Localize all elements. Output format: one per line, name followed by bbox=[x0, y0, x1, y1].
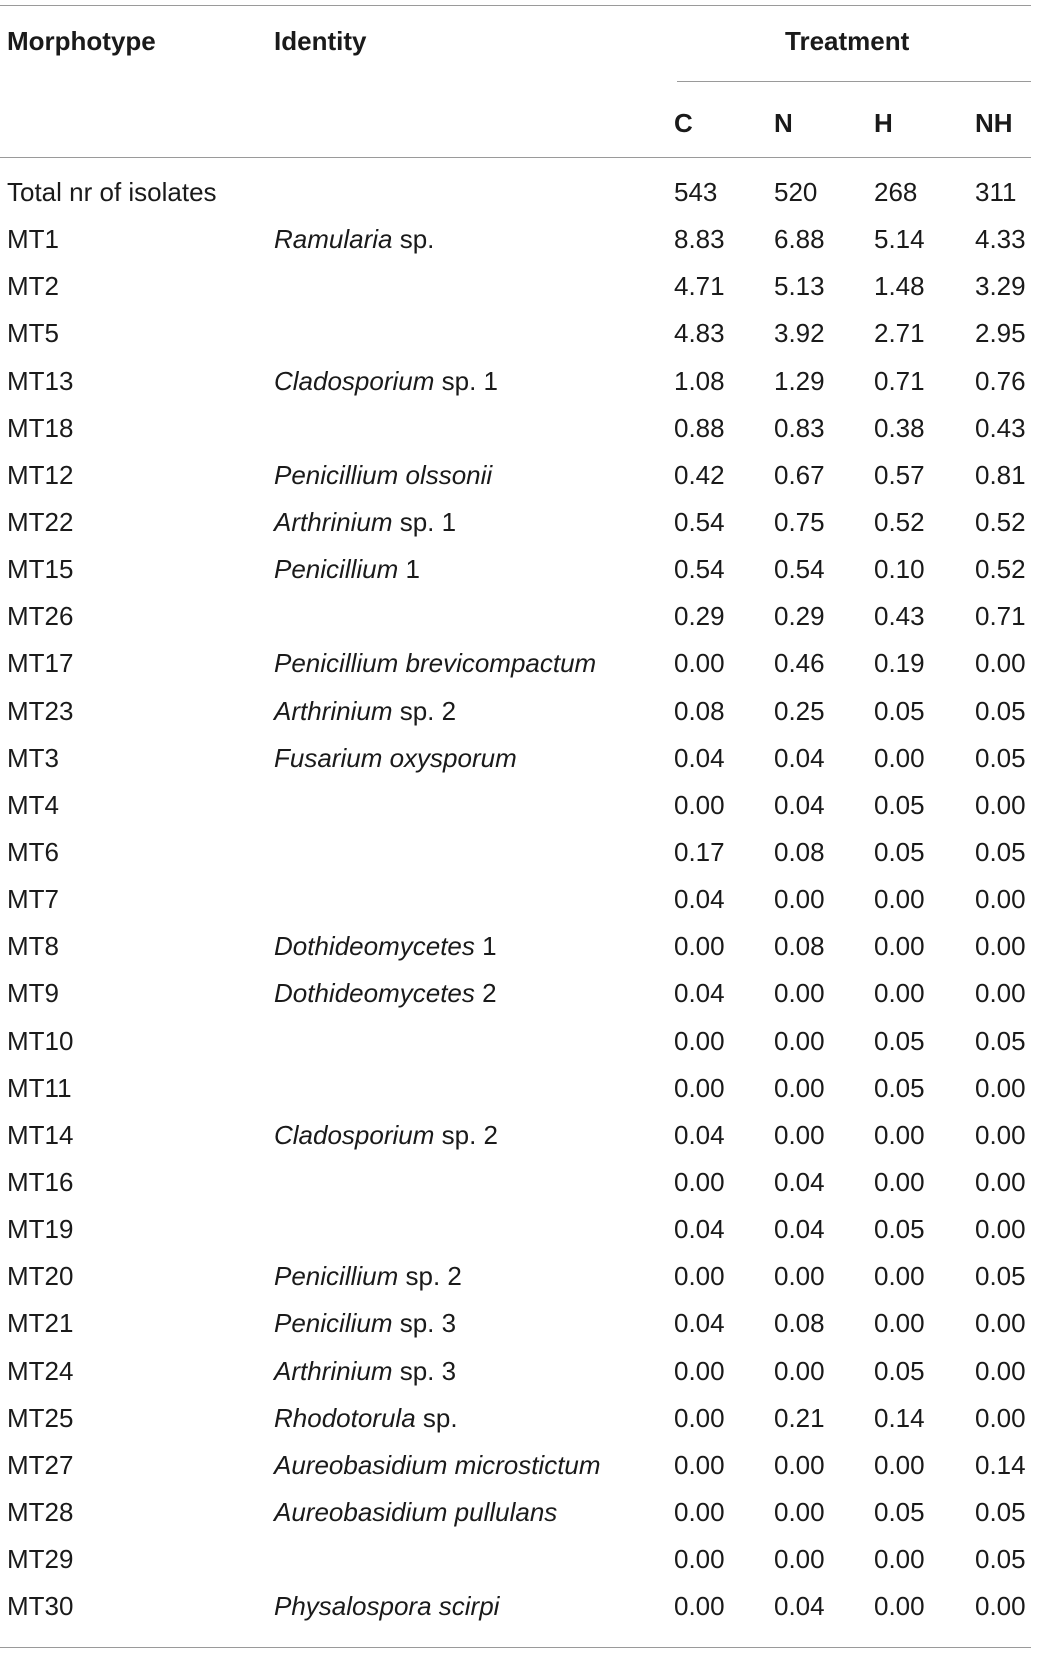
value-cell-n: 0.00 bbox=[774, 1496, 825, 1527]
table-row bbox=[0, 1253, 1040, 1300]
table-row bbox=[0, 1206, 1040, 1253]
value-cell-c: 0.04 bbox=[674, 1308, 725, 1339]
value-cell-h: 0.52 bbox=[874, 506, 925, 537]
morphotype-cell: MT7 bbox=[7, 884, 59, 915]
identity-plain: sp. 2 bbox=[398, 1261, 462, 1292]
value-cell-h: 0.00 bbox=[874, 1166, 925, 1197]
value-cell-nh: 0.00 bbox=[975, 1214, 1026, 1245]
value-cell-h: 0.00 bbox=[874, 742, 925, 773]
table-row bbox=[0, 593, 1040, 640]
table-row bbox=[0, 876, 1040, 923]
treatment-subheader-rule bbox=[677, 81, 1031, 82]
value-cell-n: 3.92 bbox=[774, 318, 825, 349]
value-cell-n: 0.04 bbox=[774, 1166, 825, 1197]
value-cell-nh: 0.05 bbox=[975, 695, 1026, 726]
value-cell-n: 0.25 bbox=[774, 695, 825, 726]
identity-plain: 2 bbox=[474, 978, 497, 1009]
value-cell-nh: 0.81 bbox=[975, 459, 1026, 490]
header-morphotype: Morphotype bbox=[7, 26, 156, 56]
table-row bbox=[0, 1018, 1040, 1065]
value-cell-h: 0.38 bbox=[874, 412, 925, 443]
value-cell-nh: 0.14 bbox=[975, 1449, 1026, 1480]
value-cell-c: 1.08 bbox=[674, 365, 725, 396]
value-cell-nh: 0.05 bbox=[975, 1025, 1026, 1056]
value-cell-c: 0.04 bbox=[674, 884, 725, 915]
table-row bbox=[0, 1442, 1040, 1489]
value-cell-n: 0.00 bbox=[774, 884, 825, 915]
value-cell-nh: 0.00 bbox=[975, 978, 1026, 1009]
identity-cell bbox=[274, 364, 498, 398]
value-cell-nh: 0.05 bbox=[975, 1261, 1026, 1292]
header-col-nh: NH bbox=[975, 108, 1013, 138]
value-cell-c: 0.00 bbox=[674, 1355, 725, 1386]
morphotype-cell: MT25 bbox=[7, 1402, 74, 1433]
identity-italic: Cladosporium bbox=[274, 365, 435, 396]
value-cell-h: 0.10 bbox=[874, 554, 925, 585]
value-cell-c: 0.54 bbox=[674, 554, 725, 585]
identity-italic: Penicillium brevicompactum bbox=[274, 648, 597, 679]
value-cell-c: 0.00 bbox=[674, 1496, 725, 1527]
value-cell-c: 0.29 bbox=[674, 601, 725, 632]
table-row bbox=[0, 1065, 1040, 1112]
morphotype-cell: MT11 bbox=[7, 1072, 72, 1103]
identity-italic: Ramularia bbox=[274, 224, 393, 255]
value-cell-nh: 0.00 bbox=[975, 1166, 1026, 1197]
table-row bbox=[0, 923, 1040, 970]
value-cell-c: 8.83 bbox=[674, 224, 725, 255]
value-cell-nh: 2.95 bbox=[975, 318, 1026, 349]
table-row bbox=[0, 1395, 1040, 1442]
identity-italic: Arthrinium bbox=[274, 506, 393, 537]
value-cell-n: 0.08 bbox=[774, 1308, 825, 1339]
value-cell-nh: 0.05 bbox=[975, 1544, 1026, 1575]
header-col-n: N bbox=[774, 108, 793, 138]
table-bottom-rule bbox=[0, 1647, 1031, 1648]
value-cell-n: 0.08 bbox=[774, 931, 825, 962]
morphotype-cell: MT19 bbox=[7, 1214, 74, 1245]
morphotype-cell: MT4 bbox=[7, 789, 59, 820]
value-cell-h: 0.00 bbox=[874, 1544, 925, 1575]
value-cell-c: 0.17 bbox=[674, 836, 725, 867]
morphotype-cell: MT6 bbox=[7, 836, 59, 867]
identity-plain: 1 bbox=[398, 554, 420, 585]
value-cell-c: 0.04 bbox=[674, 978, 725, 1009]
morphotype-cell: MT1 bbox=[7, 224, 59, 255]
identity-cell bbox=[274, 552, 420, 586]
morphotype-cell: MT29 bbox=[7, 1544, 74, 1575]
identity-italic: Dothideomycetes bbox=[274, 978, 475, 1009]
table-row bbox=[0, 782, 1040, 829]
value-cell-c: 0.54 bbox=[674, 506, 725, 537]
table-row bbox=[0, 169, 1040, 216]
value-cell-n: 0.29 bbox=[774, 601, 825, 632]
value-cell-nh: 0.00 bbox=[975, 789, 1026, 820]
value-cell-nh: 0.00 bbox=[975, 884, 1026, 915]
identity-plain: sp. 1 bbox=[392, 506, 457, 537]
value-cell-h: 2.71 bbox=[874, 318, 925, 349]
identity-italic: Arthrinium bbox=[274, 1355, 393, 1386]
value-cell-n: 0.21 bbox=[774, 1402, 825, 1433]
value-cell-h: 0.14 bbox=[874, 1402, 925, 1433]
table-row bbox=[0, 310, 1040, 357]
value-cell-nh: 0.00 bbox=[975, 1072, 1026, 1103]
value-cell-n: 0.00 bbox=[774, 1355, 825, 1386]
value-cell-n: 0.04 bbox=[774, 1214, 825, 1245]
identity-italic: Penicillium olssonii bbox=[274, 459, 493, 490]
morphotype-cell: MT16 bbox=[7, 1166, 74, 1197]
value-cell-h: 0.00 bbox=[874, 931, 925, 962]
table-row bbox=[0, 640, 1040, 687]
value-cell-n: 0.54 bbox=[774, 554, 825, 585]
identity-plain: sp. 3 bbox=[392, 1308, 457, 1339]
table-row bbox=[0, 216, 1040, 263]
table-row bbox=[0, 405, 1040, 452]
value-cell-nh: 311 bbox=[975, 177, 1017, 207]
value-cell-n: 5.13 bbox=[774, 271, 825, 302]
value-cell-h: 0.43 bbox=[874, 601, 925, 632]
table-row bbox=[0, 1112, 1040, 1159]
header-treatment: Treatment bbox=[785, 26, 910, 56]
value-cell-nh: 0.71 bbox=[975, 601, 1026, 632]
value-cell-nh: 0.52 bbox=[975, 506, 1026, 537]
morphotype-cell: MT8 bbox=[7, 931, 59, 962]
value-cell-n: 0.04 bbox=[774, 742, 825, 773]
morphotype-cell: MT9 bbox=[7, 978, 59, 1009]
table-row bbox=[0, 735, 1040, 782]
morphotype-cell: MT15 bbox=[7, 554, 74, 585]
value-cell-h: 0.05 bbox=[874, 1025, 925, 1056]
value-cell-h: 0.19 bbox=[874, 648, 925, 679]
value-cell-nh: 3.29 bbox=[975, 271, 1026, 302]
value-cell-nh: 4.33 bbox=[975, 224, 1026, 255]
value-cell-h: 0.00 bbox=[874, 978, 925, 1009]
value-cell-h: 5.14 bbox=[874, 224, 925, 255]
value-cell-c: 0.04 bbox=[674, 1119, 725, 1150]
identity-plain: sp. 3 bbox=[392, 1355, 457, 1386]
value-cell-n: 0.46 bbox=[774, 648, 825, 679]
value-cell-c: 0.04 bbox=[674, 742, 725, 773]
identity-plain: sp. bbox=[392, 224, 435, 255]
value-cell-c: 0.00 bbox=[674, 1402, 725, 1433]
morphotype-cell: MT5 bbox=[7, 318, 59, 349]
identity-cell bbox=[274, 976, 497, 1010]
header-bottom-rule bbox=[0, 157, 1031, 158]
value-cell-n: 0.00 bbox=[774, 1261, 825, 1292]
table-top-rule bbox=[0, 5, 1031, 6]
value-cell-h: 0.05 bbox=[874, 695, 925, 726]
value-cell-h: 0.00 bbox=[874, 1119, 925, 1150]
table-row bbox=[0, 452, 1040, 499]
morphotype-cell: MT22 bbox=[7, 506, 74, 537]
value-cell-n: 0.00 bbox=[774, 978, 825, 1009]
value-cell-h: 268 bbox=[874, 177, 918, 207]
morphotype-cell: MT12 bbox=[7, 459, 74, 490]
morphotype-cell: MT21 bbox=[7, 1308, 74, 1339]
table-row bbox=[0, 499, 1040, 546]
value-cell-h: 0.05 bbox=[874, 836, 925, 867]
value-cell-h: 0.00 bbox=[874, 884, 925, 915]
identity-italic: Aureobasidium microstictum bbox=[274, 1449, 601, 1480]
table-row bbox=[0, 1489, 1040, 1536]
value-cell-c: 0.00 bbox=[674, 1544, 725, 1575]
morphotype-cell: Total nr of isolates bbox=[7, 177, 217, 207]
value-cell-nh: 0.00 bbox=[975, 1402, 1026, 1433]
value-cell-h: 0.00 bbox=[874, 1308, 925, 1339]
table-row bbox=[0, 1583, 1040, 1630]
identity-cell bbox=[274, 694, 456, 728]
value-cell-c: 0.08 bbox=[674, 695, 725, 726]
header-col-h: H bbox=[874, 108, 893, 138]
identity-italic: Aureobasidium pullulans bbox=[274, 1496, 558, 1527]
value-cell-c: 4.71 bbox=[674, 271, 725, 302]
morphotype-cell: MT23 bbox=[7, 695, 74, 726]
value-cell-c: 0.00 bbox=[674, 1025, 725, 1056]
morphotype-cell: MT20 bbox=[7, 1261, 74, 1292]
identity-italic: Rhodotorula bbox=[274, 1402, 416, 1433]
table-row bbox=[0, 829, 1040, 876]
value-cell-h: 0.05 bbox=[874, 1214, 925, 1245]
value-cell-n: 520 bbox=[774, 177, 818, 207]
table-row bbox=[0, 358, 1040, 405]
value-cell-nh: 0.00 bbox=[975, 1119, 1026, 1150]
identity-italic: Penicillium bbox=[274, 1261, 399, 1292]
morphotype-cell: MT18 bbox=[7, 412, 74, 443]
value-cell-h: 0.05 bbox=[874, 1355, 925, 1386]
identity-italic: Penicilium bbox=[274, 1308, 393, 1339]
value-cell-n: 0.00 bbox=[774, 1544, 825, 1575]
value-cell-n: 0.04 bbox=[774, 789, 825, 820]
value-cell-c: 0.42 bbox=[674, 459, 725, 490]
value-cell-n: 0.83 bbox=[774, 412, 825, 443]
value-cell-nh: 0.76 bbox=[975, 365, 1026, 396]
identity-cell bbox=[274, 741, 517, 775]
morphotype-cell: MT14 bbox=[7, 1119, 74, 1150]
value-cell-c: 0.00 bbox=[674, 1072, 725, 1103]
value-cell-nh: 0.52 bbox=[975, 554, 1026, 585]
value-cell-nh: 0.05 bbox=[975, 742, 1026, 773]
identity-plain: sp. bbox=[415, 1402, 458, 1433]
identity-cell bbox=[274, 1401, 458, 1435]
identity-cell bbox=[274, 458, 492, 492]
morphotype-cell: MT3 bbox=[7, 742, 59, 773]
identity-cell bbox=[274, 222, 434, 256]
header-identity: Identity bbox=[274, 26, 367, 56]
value-cell-nh: 0.00 bbox=[975, 1591, 1026, 1622]
value-cell-n: 6.88 bbox=[774, 224, 825, 255]
identity-italic: Dothideomycetes bbox=[274, 931, 475, 962]
value-cell-c: 0.00 bbox=[674, 1166, 725, 1197]
identity-italic: Arthrinium bbox=[274, 695, 393, 726]
table-row bbox=[0, 263, 1040, 310]
value-cell-c: 0.00 bbox=[674, 789, 725, 820]
value-cell-h: 0.05 bbox=[874, 1072, 925, 1103]
value-cell-n: 0.04 bbox=[774, 1591, 825, 1622]
identity-plain: sp. 2 bbox=[392, 695, 457, 726]
morphotype-cell: MT30 bbox=[7, 1591, 74, 1622]
table-body bbox=[0, 169, 1040, 1630]
value-cell-n: 0.00 bbox=[774, 1025, 825, 1056]
value-cell-h: 1.48 bbox=[874, 271, 925, 302]
morphotype-cell: MT26 bbox=[7, 601, 74, 632]
morphotype-cell: MT28 bbox=[7, 1496, 74, 1527]
identity-cell bbox=[274, 505, 456, 539]
identity-italic: Physalospora scirpi bbox=[274, 1591, 500, 1622]
value-cell-c: 0.00 bbox=[674, 648, 725, 679]
identity-cell bbox=[274, 1306, 456, 1340]
table-row bbox=[0, 1159, 1040, 1206]
value-cell-nh: 0.00 bbox=[975, 1308, 1026, 1339]
identity-plain: 1 bbox=[474, 931, 497, 962]
identity-italic: Cladosporium bbox=[274, 1119, 435, 1150]
value-cell-n: 1.29 bbox=[774, 365, 825, 396]
value-cell-nh: 0.00 bbox=[975, 931, 1026, 962]
morphotype-cell: MT2 bbox=[7, 271, 59, 302]
identity-cell bbox=[274, 1589, 499, 1623]
value-cell-h: 0.71 bbox=[874, 365, 925, 396]
value-cell-nh: 0.43 bbox=[975, 412, 1026, 443]
value-cell-c: 543 bbox=[674, 177, 718, 207]
morphotype-cell: MT10 bbox=[7, 1025, 74, 1056]
value-cell-n: 0.75 bbox=[774, 506, 825, 537]
table-row bbox=[0, 1300, 1040, 1347]
identity-plain: sp. 2 bbox=[434, 1119, 498, 1150]
value-cell-c: 0.00 bbox=[674, 1591, 725, 1622]
table-row bbox=[0, 970, 1040, 1017]
value-cell-c: 0.00 bbox=[674, 1261, 725, 1292]
value-cell-c: 4.83 bbox=[674, 318, 725, 349]
value-cell-n: 0.00 bbox=[774, 1449, 825, 1480]
identity-cell bbox=[274, 1118, 498, 1152]
table-row bbox=[0, 546, 1040, 593]
morphotype-cell: MT24 bbox=[7, 1355, 74, 1386]
value-cell-nh: 0.05 bbox=[975, 1496, 1026, 1527]
value-cell-h: 0.05 bbox=[874, 1496, 925, 1527]
table-row bbox=[0, 1348, 1040, 1395]
value-cell-c: 0.00 bbox=[674, 931, 725, 962]
identity-cell bbox=[274, 1495, 557, 1529]
value-cell-h: 0.00 bbox=[874, 1449, 925, 1480]
value-cell-n: 0.00 bbox=[774, 1072, 825, 1103]
value-cell-nh: 0.00 bbox=[975, 1355, 1026, 1386]
morphotype-cell: MT13 bbox=[7, 365, 74, 396]
value-cell-c: 0.88 bbox=[674, 412, 725, 443]
value-cell-h: 0.00 bbox=[874, 1591, 925, 1622]
table-row bbox=[0, 1536, 1040, 1583]
identity-cell bbox=[274, 1354, 456, 1388]
identity-cell bbox=[274, 929, 497, 963]
identity-cell bbox=[274, 1448, 601, 1482]
identity-italic: Fusarium oxysporum bbox=[274, 742, 517, 773]
morphotype-cell: MT27 bbox=[7, 1449, 74, 1480]
identity-cell bbox=[274, 1259, 462, 1293]
header-col-c: C bbox=[674, 108, 693, 138]
value-cell-nh: 0.00 bbox=[975, 648, 1026, 679]
value-cell-n: 0.00 bbox=[774, 1119, 825, 1150]
identity-cell bbox=[274, 646, 596, 680]
morphotype-cell: MT17 bbox=[7, 648, 74, 679]
value-cell-n: 0.67 bbox=[774, 459, 825, 490]
value-cell-c: 0.00 bbox=[674, 1449, 725, 1480]
identity-plain: sp. 1 bbox=[434, 365, 498, 396]
table-row bbox=[0, 688, 1040, 735]
identity-italic: Penicillium bbox=[274, 554, 399, 585]
value-cell-nh: 0.05 bbox=[975, 836, 1026, 867]
value-cell-h: 0.00 bbox=[874, 1261, 925, 1292]
value-cell-h: 0.57 bbox=[874, 459, 925, 490]
value-cell-n: 0.08 bbox=[774, 836, 825, 867]
value-cell-c: 0.04 bbox=[674, 1214, 725, 1245]
value-cell-h: 0.05 bbox=[874, 789, 925, 820]
